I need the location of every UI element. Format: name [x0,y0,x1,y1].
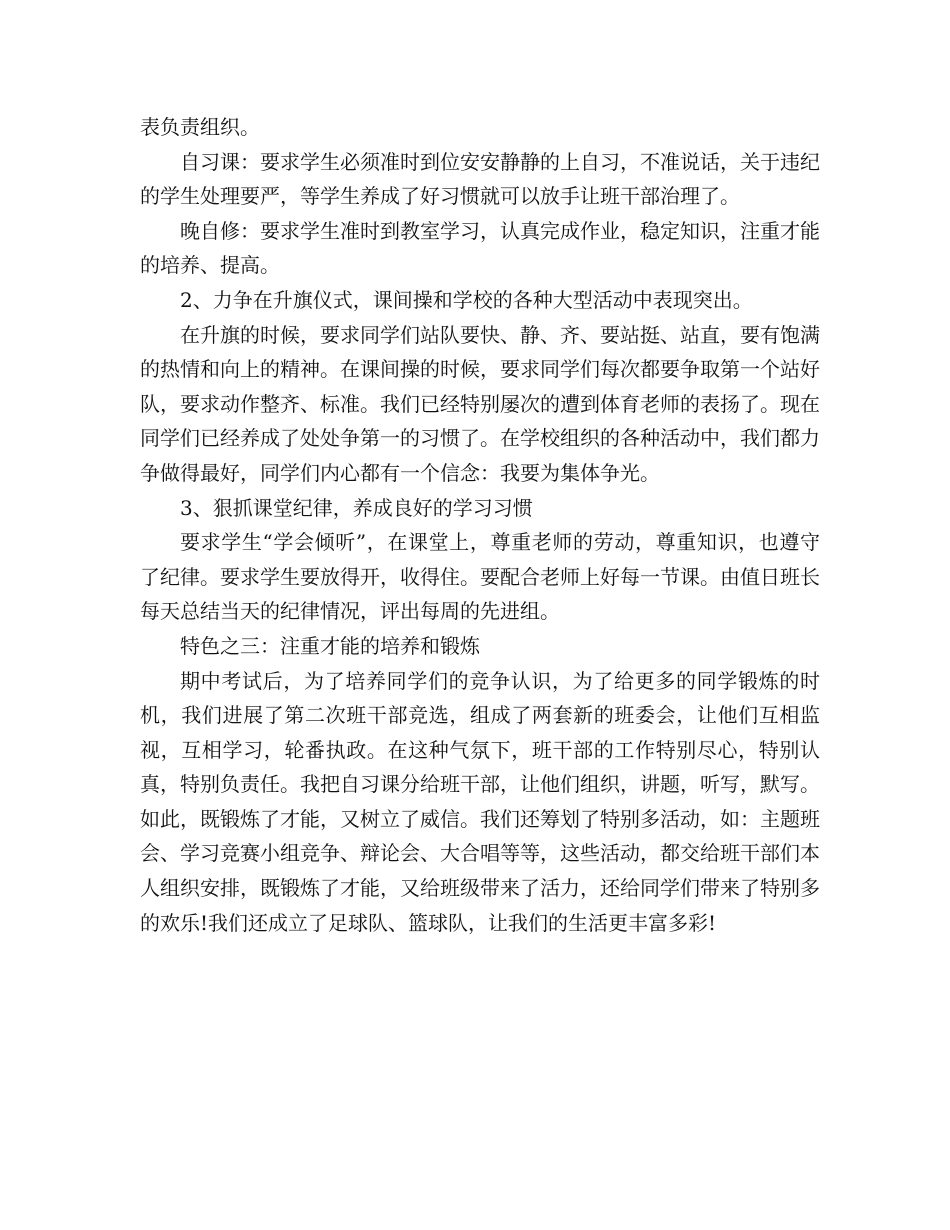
paragraph-5: 在升旗的时候，要求同学们站队要快、静、齐、要站挺、站直，要有饱满的热情和向上的精神。在课间操的时候，要求同学们每次都要争取第一个站好队，要求动作整齐、标准。我们已经特别屡次的遭到体育老师的表扬了。现在同学们已经养成了处处争第一的习惯了。在学校组织的各种活动中，我们都力争做得最好，同学们内心都有一个信念：我要为集体争光。 [140,322,820,485]
paragraph-9: 期中考试后，为了培养同学们的竞争认识，为了给更多的同学锻炼的时机，我们进展了第二次班干部竞选，组成了两套新的班委会，让他们互相监视，互相学习，轮番执政。在这种气氛下，班干部的工作特别尽心，特别认真，特别负责任。我把自习课分给班干部，让他们组织，讲题，听写，默写。如此，既锻炼了才能，又树立了威信。我们还筹划了特别多活动，如：主题班会、学习竞赛小组竞争、辩论会、大合唱等等，这些活动，都交给班干部们本人组织安排，既锻炼了才能，又给班级带来了活力，还给同学们带来了特别多的欢乐!我们还成立了足球队、篮球队，让我们的生活更丰富多彩! [140,668,820,935]
paragraph-8: 特色之三：注重才能的培养和锻炼 [180,633,480,658]
paragraph-2: 自习课：要求学生必须准时到位安安静静的上自习，不准说话，关于违纪的学生处理要严，等学生养成了好习惯就可以放手让班干部治理了。 [140,149,820,209]
paragraph-1: 表负责组织。 [140,115,260,139]
paragraph-4: 2、力争在升旗仪式，课间操和学校的各种大型活动中表现突出。 [180,287,753,312]
paragraph-3: 晚自修：要求学生准时到教室学习，认真完成作业，稳定知识，注重才能的培养、提高。 [140,218,820,278]
document-body [140,110,820,940]
paragraph-7: 要求学生“学会倾听”，在课堂上，尊重老师的劳动，尊重知识，也遵守了纪律。要求学生要放得开，收得住。要配合老师上好每一节课。由值日班长每天总结当天的纪律情况，评出每周的先进组。 [140,530,820,624]
paragraph-6: 3、狠抓课堂纪律，养成良好的学习习惯 [180,495,533,520]
